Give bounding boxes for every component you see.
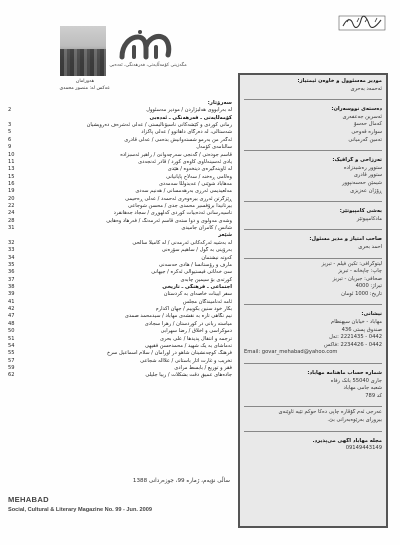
account-line: شعبە جامی مهاباد: [343, 385, 382, 392]
account-label: شمارە حساب ماهنامە مهاباد:: [307, 370, 382, 377]
toc-page-number: 19: [8, 188, 15, 195]
toc-entry-title: قاسم جودەتی / گەنجی سەرچەوانێ / زاهیر ئەسبزادە: [120, 151, 232, 158]
toc-label: [8, 100, 232, 107]
board-member: کەماڵ حەسۆ: [353, 121, 382, 128]
toc-entry: [8, 336, 232, 343]
toc-entry-title: نیم نگاهی تازە بە نقشەی مهاباد / سیدمحمد صمدی: [124, 313, 232, 320]
board-label: دەستەی نووسەران:: [331, 106, 382, 113]
toc-entry: [8, 240, 232, 247]
toc-entry-title: مارف و رۆستانسا / هادی حەسەنی: [158, 261, 232, 268]
masthead-box: [238, 73, 388, 528]
tel-line: 0442 - 2221435 :تەل: [329, 334, 382, 341]
toc-entry-title: کۆمەڵایەتی ـ فەرهەنگی ـ ئەدەبی: [149, 114, 232, 121]
design-member: شیمێن حەسەنپوور: [342, 179, 382, 186]
address-line: مهاباد - خیابان سپهنظام: [330, 319, 382, 326]
toc-entry: [8, 306, 232, 313]
photo-caption-credit: عەکس لە: منصور محمدی: [59, 86, 110, 91]
toc-entry: [8, 225, 232, 232]
toc-page-number: 41: [8, 298, 15, 305]
toc-entry-title: تاسیەرسانی ئەدەبیات کوردی کەلهوڕی / سجاد جەهانفرد: [113, 210, 232, 217]
toc-entry: [8, 166, 232, 173]
phone-number: 09149443149: [345, 445, 382, 452]
toc-entry-title: فقر و توزیع / بابسط مرادی: [174, 364, 232, 371]
toc-entry-title: ڕێزگرتن ئەرزی بیرەوەری ئەحمەد / عەلی ڕەحیمی: [125, 195, 232, 202]
toc-entry: [8, 343, 232, 350]
toc-entry: [8, 262, 232, 269]
toc-entry: [8, 159, 232, 166]
toc-entry: [8, 247, 232, 254]
toc-entry-title: شانس / کامران جامیدی: [181, 225, 232, 232]
toc-page-number: 31: [8, 225, 15, 232]
toc-page-number: 47: [8, 313, 15, 320]
toc-page-number: 22: [8, 203, 15, 210]
toc-entry-title: بەرۆینی بە گوڵ / ساهیم سۆزەنی: [161, 247, 232, 254]
board-member: سوارە قەوحی: [351, 128, 382, 135]
toc-page-number: 59: [8, 364, 15, 371]
account-line: کد 789: [365, 392, 382, 399]
toc-entry: [8, 350, 232, 357]
toc-page-number: 11: [8, 158, 15, 165]
toc-section-heading: [8, 284, 232, 291]
toc-entry-title: کەوتە نیشتمان: [201, 254, 232, 261]
toc-entry: [8, 203, 232, 210]
toc-entry-title: سێ خەڵاتی فیستیواڵی ئەکرە / جیهانی: [151, 269, 232, 276]
toc-entry-title: ئامە ئەنامیندگان مجلس: [182, 298, 232, 305]
toc-entry-title: لە بەشیە ئەرکەکانی ئەرمەنی / لە کامیلا ساڵحی: [132, 239, 232, 246]
toc-entry: [8, 174, 232, 181]
toc-entry-title: لە ئاوینەگیرەی دینخەوە / هێدی: [167, 166, 232, 173]
print-line: تاریخ: 1000 ئومان: [341, 290, 382, 297]
board-member: ئەسرین جەعفەری: [342, 113, 382, 120]
english-subtitle: Social, Cultural & Literary Magazine No. 99 - Jun. 2009: [8, 507, 152, 513]
toc-page-number: 20: [8, 195, 15, 202]
toc-page-number: 48: [8, 320, 15, 327]
toc-entry-title: میاستە زبانی در کوردستان / زهرا سجادی: [144, 320, 232, 327]
toc-entry: [8, 255, 232, 262]
toc-page-number: 35: [8, 261, 15, 268]
license-label: صاحب امتیاز و مدیر مسئول:: [309, 236, 382, 243]
toc-entry-title: ساڵنامەی کۆمەڵ: [196, 144, 232, 151]
toc-entry-title: تەماشای بە یک شهید / محمدحسن فقیهی: [145, 342, 232, 349]
toc-entry-title: یادی ئەسینەڵاوی کاوەی کورد / قادر ئەنجەدی: [138, 158, 232, 165]
toc-entry: [8, 107, 232, 114]
toc-page-number: 16: [8, 180, 15, 187]
toc-entry: [8, 277, 232, 284]
toc-entry-title: دموکراسی و اخلاق / رضا سهرابی: [160, 328, 232, 335]
toc-page-number: 9: [8, 144, 12, 151]
toc-section-heading: [8, 115, 232, 122]
issue-line: ساڵی نۆیەم، ژمارە 99، جوزەردانی 1388: [132, 478, 230, 484]
magazine-tagline: مگەزینی کۆمەڵایەتی، فەرهەنگی، ئەدەبی: [109, 63, 187, 68]
print-line: تیراژ: 4000: [355, 283, 382, 290]
toc-page-number: 33: [8, 247, 15, 254]
toc-page-number: 37: [8, 276, 15, 283]
toc-page-number: 6: [8, 136, 12, 143]
toc-entry-title: فرهنگ کوچەنشینان شاهو در اورامان / سلام اسماعیل سرخ: [106, 350, 232, 357]
toc-entry-title: سەرۆتار:: [207, 100, 232, 106]
toc-page-number: 51: [8, 335, 15, 342]
print-line: لیتوگرافی: تکین فیلم - تبریز: [321, 260, 382, 267]
toc-entry: [8, 269, 232, 276]
toc-entry-title: شەستالی، لە دەرگای داهاتوو / عەلی پاکزاد: [141, 129, 232, 136]
toc-entry-title: مەڵعیدیمی ئەرزی بەرهەمسانی / هەنیم سەدی: [135, 188, 232, 195]
board-member: تەمین گەرمیانی: [348, 136, 382, 143]
toc-entry: [8, 210, 232, 217]
toc-entry: [8, 144, 232, 151]
english-title: MEHABAD: [8, 495, 49, 504]
mehabad-logo: [116, 27, 176, 63]
owner-label: مودیر مەسئوول و خاوەن ئیمتیاز:: [297, 78, 382, 84]
toc-entry-title: ترجمە و انتقال پدیدها / علی بحری: [159, 335, 232, 342]
toc-entry: [8, 188, 232, 195]
toc-page-number: 38: [8, 283, 15, 290]
toc-entry: [8, 291, 232, 298]
toc-entry-title: مەهاباد شوێنی / عەبدوڵڵا سەمەدی: [158, 180, 232, 187]
license-name: احمد بحری: [358, 243, 382, 250]
owner-name: ئەحمەد بەحری: [350, 85, 382, 92]
toc-entry: [8, 122, 232, 129]
toc-entry: [8, 196, 232, 203]
toc-entry: [8, 372, 232, 379]
toc-page-number: 36: [8, 269, 15, 276]
fax-line: 0442 - 2234426 :فاکس: [323, 341, 382, 348]
toc-entry: [8, 365, 232, 372]
design-member: ستوور رەشیدزادە: [343, 164, 382, 171]
toc-entry-title: سفر آیینات خاصەای بە کردستان: [163, 291, 232, 298]
toc-page-number: 34: [8, 254, 15, 261]
toc-page-number: 55: [8, 350, 15, 357]
toc-entry: [8, 218, 232, 225]
toc-page-number: 57: [8, 357, 15, 364]
toc-entry-title: تخریب و غارت آثار باستانی / علاالە شجاعی: [140, 357, 232, 364]
computer-label: بەشی کامپیوتێر:: [339, 208, 382, 215]
disclaimer-line: عەرجی ئەم گۆڤارە چاپی دەکا حوکم تێیە ئاوێنەی: [278, 409, 382, 416]
table-of-contents: [8, 100, 232, 380]
calligraphy-ornament: [337, 10, 387, 36]
design-member: ڕۆژان عەزیزی: [350, 187, 382, 194]
toc-entry: [8, 152, 232, 159]
toc-entry: [8, 313, 232, 320]
toc-page-number: 50: [8, 328, 15, 335]
toc-entry: [8, 321, 232, 328]
toc-entry-title: لە بەرابووی هەڵبژاردن / مودیر مەسئوول: [146, 107, 232, 114]
toc-page-number: 62: [8, 372, 15, 379]
toc-page-number: 15: [8, 173, 15, 180]
toc-entry: [8, 129, 232, 136]
photo-caption-title: هەورامان: [75, 79, 95, 84]
toc-entry-title: بیرتانیدا برۆفسیر محمدی جدی / محسن شوجاعی: [128, 203, 232, 210]
email-link[interactable]: Email: govar_mehabad@yahoo.com: [244, 349, 338, 356]
toc-entry-title: کورتەی بۆ سیمین چابەی: [180, 276, 232, 283]
computer-name: مادکامپیوتێر: [356, 215, 382, 222]
design-label: تەرزاحی و گرافیک:: [332, 157, 382, 164]
toc-page-number: 3: [8, 122, 12, 129]
address-line: صندوق پستی 436: [341, 326, 382, 333]
toc-entry-title: اجتماعی ـ فرهنگی ـ تاریخی: [162, 283, 232, 290]
toc-entry: [8, 358, 232, 365]
address-label: نیشانی:: [361, 311, 382, 318]
toc-page-number: 42: [8, 306, 15, 313]
toc-entry-title: زمانی کوردی و کێشەکانی ناسیۆنالیستی / عەلی ئەشرەف دەرویشیان: [86, 122, 232, 129]
toc-entry-title: ئەگەر من بەرمو شستەوانیش بدەمی / عەلی قادری: [124, 136, 232, 143]
toc-page-number: 54: [8, 342, 15, 349]
print-line: صحافی: جیریان - تبریز: [332, 275, 382, 282]
toc-page-number: 32: [8, 239, 15, 246]
toc-page-number: 28: [8, 217, 15, 224]
toc-entry-title: جادەهای عمیق دقت بشكلات / زیبا جلیلی: [145, 372, 232, 379]
toc-entry: [8, 137, 232, 144]
toc-entry: [8, 181, 232, 188]
account-line: جاری 55040 بانک رفاه: [330, 377, 382, 384]
toc-entry-title: شێعر: [218, 232, 232, 239]
disclaimer-line: بیرورای بەرێوەبەرانی بێ.: [327, 417, 382, 423]
design-member: ستوور قادری: [353, 172, 382, 179]
toc-entry-title: بکار خود سنین بکوییم / جهان اکدارم: [155, 306, 232, 313]
toc-entry-title: وشەی مەولوی و دوا ستەی قاسم ئەرمەنگ / فەرهاد وەهابی: [106, 217, 232, 224]
toc-page-number: 2: [8, 107, 12, 114]
cover-photo: [60, 26, 106, 76]
ads-label: مجلە مهاباد آگهی می‌پذیرد.: [312, 437, 382, 444]
toc-page-number: 39: [8, 291, 15, 298]
toc-page-number: 13: [8, 166, 15, 173]
toc-entry: [8, 328, 232, 335]
toc-entry: [8, 299, 232, 306]
toc-page-number: 5: [8, 129, 12, 136]
toc-page-number: 10: [8, 151, 15, 158]
toc-entry-title: وەڵامی ڕەخنە / سەلاح پایانیانی: [166, 173, 232, 180]
toc-page-number: 24: [8, 210, 15, 217]
print-line: چاپ: چاپخانە - تبریز: [338, 268, 382, 275]
toc-label: [8, 232, 232, 239]
